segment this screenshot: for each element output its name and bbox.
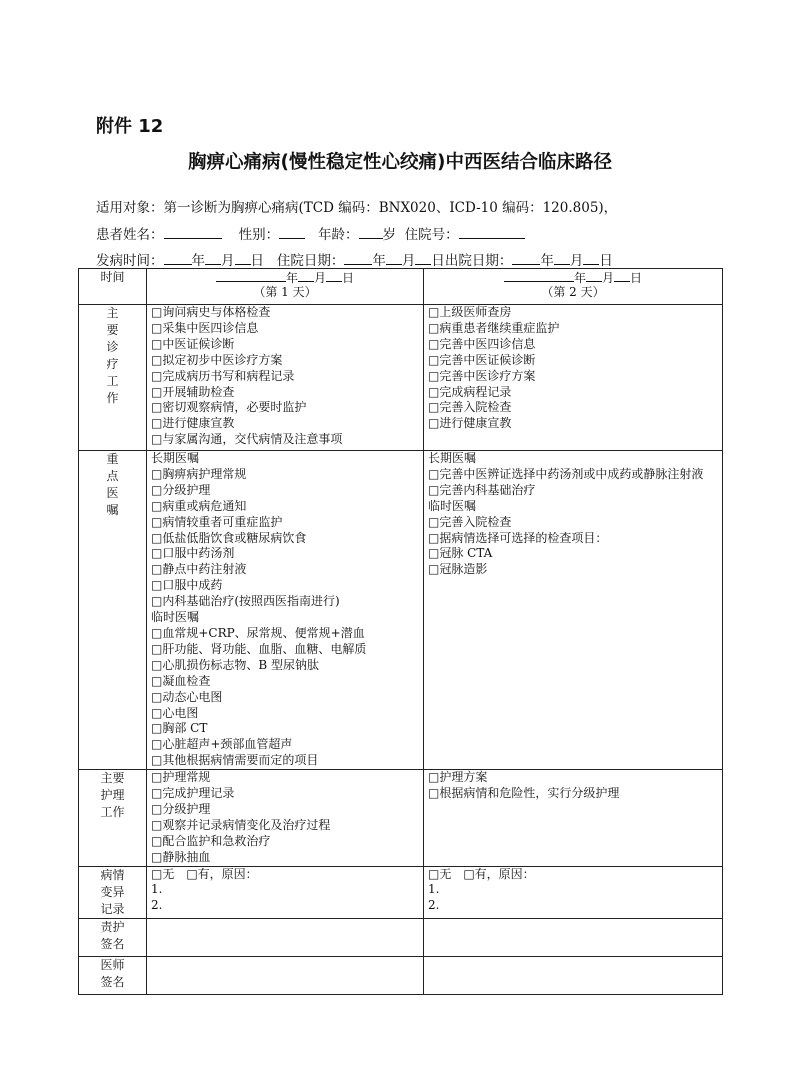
nursing-day1-cell <box>147 770 424 866</box>
patient-name-label: 患者姓名： <box>96 227 164 243</box>
row-label-line: 作 <box>106 391 119 405</box>
diagnosis-day1-cell <box>147 305 424 451</box>
checkbox-item[interactable]: □血常规+CRP、尿常规、便常规+潜血 <box>151 625 365 640</box>
checkbox-item[interactable]: □口服中成药 <box>151 578 223 593</box>
checkbox-item[interactable]: □胸痹病护理常规 <box>151 466 247 481</box>
row-label-line: 记录 <box>100 901 125 916</box>
discharge-month-field[interactable] <box>554 250 570 265</box>
onset-label: 发病时间： <box>96 253 164 269</box>
diagnosis-treatment-label <box>79 305 147 451</box>
section-heading: 临时医嘱 <box>428 498 477 513</box>
month-unit: 月 <box>221 253 235 269</box>
section-heading: 临时医嘱 <box>151 610 200 625</box>
month-unit: 月 <box>569 253 584 269</box>
admit-month-field[interactable] <box>386 250 402 265</box>
day-unit: 日 <box>599 253 613 269</box>
nurse-sign-day1-field[interactable] <box>147 918 424 956</box>
day2-label: （第 2 天） <box>541 285 605 299</box>
month-unit: 月 <box>601 271 614 285</box>
section-heading: 1. <box>428 882 440 897</box>
admit-date-label: 住院日期： <box>276 253 345 269</box>
checkbox-item[interactable]: □分级护理 <box>151 801 211 816</box>
variation-day2-cell[interactable] <box>424 866 723 918</box>
day1-date-cell[interactable] <box>147 269 424 305</box>
patient-name-field[interactable] <box>164 224 222 239</box>
discharge-year-field[interactable] <box>512 250 540 265</box>
admission-no-field[interactable] <box>459 224 525 239</box>
row-label-line: 点 <box>106 469 119 483</box>
row-label-line: 病情 <box>100 867 125 882</box>
section-heading: 2. <box>151 898 163 913</box>
discharge-date-label: 出院日期： <box>444 253 513 269</box>
checkbox-item[interactable]: □病重患者继续重症监护 <box>428 320 560 335</box>
dates-line <box>96 249 613 269</box>
checkbox-item[interactable]: □进行健康宣教 <box>151 416 235 431</box>
row-label-line: 疗 <box>106 357 119 371</box>
patient-info-line <box>96 223 525 243</box>
checkbox-item[interactable]: □冠脉 CTA <box>428 546 493 561</box>
checkbox-item[interactable]: □询问病史与体格检查 <box>151 305 271 319</box>
orders-day1-cell <box>147 451 424 770</box>
checkbox-item[interactable]: □与家属沟通，交代病情及注意事项 <box>151 432 343 447</box>
row-label-line: 签名 <box>100 974 125 989</box>
doctor-sign-row <box>79 956 723 994</box>
onset-year-field[interactable] <box>164 250 192 265</box>
year-unit: 年 <box>372 253 386 269</box>
section-heading: 1. <box>151 882 163 897</box>
checkbox-item[interactable]: □无 □有，原因： <box>428 866 535 881</box>
checkbox-item[interactable]: □胸部 CT <box>151 721 208 736</box>
checkbox-item[interactable]: □完善入院检查 <box>428 400 512 415</box>
checkbox-item[interactable]: □冠脉造影 <box>428 562 488 577</box>
applicable-object: 适用对象：第一诊断为胸痹心痛病(TCD 编码：BNX020、ICD-10 编码：120.805)， <box>96 200 618 216</box>
checkbox-item[interactable]: □完善中医辨证选择中药汤剂或中成药或静脉注射液 <box>428 466 704 481</box>
checkbox-item[interactable]: □口服中药汤剂 <box>151 546 235 561</box>
row-label-line: 工作 <box>100 805 125 820</box>
clinical-pathway-table <box>78 268 723 995</box>
checkbox-item[interactable]: □采集中医四诊信息 <box>151 320 259 335</box>
admission-no-label: 住院号： <box>404 227 459 243</box>
checkbox-item[interactable]: □凝血检查 <box>151 673 211 688</box>
row-label-line: 主要 <box>100 771 125 786</box>
age-label: 年龄： <box>318 227 359 243</box>
day-unit: 日 <box>342 271 355 285</box>
month-unit: 月 <box>401 253 416 269</box>
row-label-line: 主 <box>106 306 119 320</box>
checkbox-item[interactable]: □心电图 <box>151 705 199 720</box>
annex-label: 附件 12 <box>96 116 164 137</box>
nurse-sign-day2-field[interactable] <box>424 918 723 956</box>
row-label-line: 责护 <box>100 919 125 934</box>
nurse-sign-row <box>79 918 723 956</box>
variation-row <box>79 866 723 918</box>
checkbox-item[interactable]: □完善中医证候诊断 <box>428 352 536 367</box>
admit-year-field[interactable] <box>344 250 372 265</box>
nurse-sign-label <box>79 918 147 956</box>
checkbox-item[interactable]: □心脏超声+颈部血管超声 <box>151 737 293 752</box>
section-heading: 长期医嘱 <box>151 451 200 465</box>
checkbox-item[interactable]: □中医证候诊断 <box>151 336 235 351</box>
checkbox-item[interactable]: □完善中医诊疗方案 <box>428 368 536 383</box>
variation-day1-cell[interactable] <box>147 866 424 918</box>
checkbox-item[interactable]: □完成护理记录 <box>151 786 235 801</box>
time-label: 时间 <box>79 269 147 305</box>
checkbox-item[interactable]: □上级医师查房 <box>428 305 512 319</box>
year-unit: 年 <box>191 253 205 269</box>
key-orders-row <box>79 451 723 770</box>
year-unit: 年 <box>285 271 298 285</box>
row-label-line: 要 <box>106 323 119 337</box>
month-unit: 月 <box>313 271 326 285</box>
year-unit: 年 <box>540 253 554 269</box>
checkbox-item[interactable]: □病重或病危通知 <box>151 498 247 513</box>
checkbox-item[interactable]: □完成病历书写和病程记录 <box>151 368 295 383</box>
orders-day2-cell <box>424 451 723 770</box>
checkbox-item[interactable]: □病情较重者可重症监护 <box>151 514 283 529</box>
checkbox-item[interactable]: □开展辅助检查 <box>151 384 235 399</box>
checkbox-item[interactable]: □动态心电图 <box>151 689 223 704</box>
row-label-line: 工 <box>106 374 119 388</box>
row-label-line: 医师 <box>100 957 125 972</box>
checkbox-item[interactable]: □心肌损伤标志物、B 型尿钠肽 <box>151 657 319 672</box>
section-heading: 2. <box>428 898 440 913</box>
year-unit: 年 <box>573 271 586 285</box>
nursing-day2-cell <box>424 770 723 866</box>
diagnosis-day2-cell <box>424 305 723 451</box>
checkbox-item[interactable]: □完善入院检查 <box>428 514 512 529</box>
discharge-day-field[interactable] <box>583 250 599 265</box>
row-label-line: 嘱 <box>106 503 119 517</box>
doctor-sign-day2-field[interactable] <box>424 956 723 994</box>
row-label-line: 变异 <box>100 884 125 899</box>
checkbox-item[interactable]: □完成病程记录 <box>428 384 512 399</box>
checkbox-item[interactable]: □护理常规 <box>151 770 211 785</box>
diagnosis-treatment-row <box>79 305 723 451</box>
checkbox-item[interactable]: □其他根据病情需要而定的项目 <box>151 753 319 768</box>
checkbox-item[interactable]: □护理方案 <box>428 770 488 785</box>
checkbox-item[interactable]: □肝功能、肾功能、血脂、血糖、电解质 <box>151 641 367 656</box>
checkbox-item[interactable]: □进行健康宣教 <box>428 416 512 431</box>
checkbox-item[interactable]: □分级护理 <box>151 482 211 497</box>
day-unit: 日 <box>630 271 643 285</box>
nursing-label <box>79 770 147 866</box>
doctor-sign-day1-field[interactable] <box>147 956 424 994</box>
row-label-line: 重 <box>106 452 119 466</box>
day-unit: 日 <box>431 253 445 269</box>
checkbox-item[interactable]: □静脉抽血 <box>151 849 211 864</box>
nursing-row <box>79 770 723 866</box>
doctor-sign-label <box>79 956 147 994</box>
variation-label <box>79 866 147 918</box>
checkbox-item[interactable]: □内科基础治疗(按照西医指南进行) <box>151 594 340 609</box>
age-field[interactable] <box>359 224 383 239</box>
section-heading: 长期医嘱 <box>428 451 477 465</box>
day2-date-cell[interactable] <box>424 269 723 305</box>
day-unit: 日 <box>250 253 264 269</box>
checkbox-item[interactable]: □低盐低脂饮食或糖尿病饮食 <box>151 530 307 545</box>
checkbox-item[interactable]: □配合监护和急救治疗 <box>151 833 271 848</box>
key-orders-label <box>79 451 147 770</box>
onset-month-field[interactable] <box>205 250 221 265</box>
checkbox-item[interactable]: □根据病情和危险性，实行分级护理 <box>428 786 620 801</box>
checkbox-item[interactable]: □完善内科基础治疗 <box>428 482 536 497</box>
row-label-line: 签名 <box>100 936 125 951</box>
time-row <box>79 269 723 305</box>
age-unit: 岁 <box>382 227 397 243</box>
document-title: 胸痹心痛病(慢性稳定性心绞痛)中西医结合临床路径 <box>188 152 612 173</box>
sex-label: 性别： <box>238 227 280 243</box>
admit-day-field[interactable] <box>415 250 431 265</box>
checkbox-item[interactable]: □密切观察病情，必要时监护 <box>151 400 307 415</box>
checkbox-item[interactable]: □无 □有，原因： <box>151 866 258 881</box>
sex-field[interactable] <box>279 224 305 239</box>
row-label-line: 护理 <box>100 788 125 803</box>
onset-day-field[interactable] <box>235 250 251 265</box>
checkbox-item[interactable]: □据病情选择可选择的检查项目： <box>428 530 608 545</box>
checkbox-item[interactable]: □观察并记录病情变化及治疗过程 <box>151 817 331 832</box>
row-label-line: 医 <box>106 486 119 500</box>
row-label-line: 诊 <box>106 340 119 354</box>
checkbox-item[interactable]: □静点中药注射液 <box>151 562 247 577</box>
day1-label: （第 1 天） <box>253 285 317 299</box>
checkbox-item[interactable]: □完善中医四诊信息 <box>428 336 536 351</box>
checkbox-item[interactable]: □拟定初步中医诊疗方案 <box>151 352 283 367</box>
